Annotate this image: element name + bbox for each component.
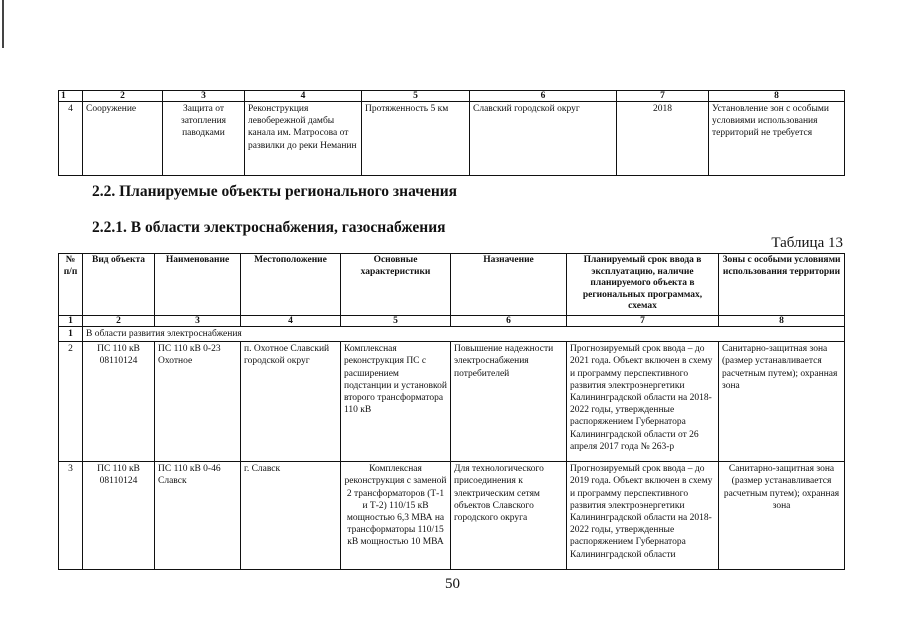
page-number: 50 <box>445 576 460 592</box>
cell: Санитарно-защитная зона (размер устанавливается расчетным путем); охранная зона <box>719 342 845 462</box>
col-num: 8 <box>719 316 845 327</box>
cell: Комплексная реконструкция с заменой 2 трансформаторов (Т-1 и Т-2) 110/15 кВ мощностью 6,3 МВА на трансформаторы 110/15 кВ мощностью 10 МВА <box>341 462 451 570</box>
col-num: 1 <box>59 316 83 327</box>
cell: Реконструкция левобережной дамбы канала им. Матросова от развилки до реки Неманин <box>245 102 362 176</box>
header-cell: № п/п <box>59 254 83 316</box>
header-cell: Назначение <box>451 254 567 316</box>
cell: Для технологического присоединения к электрическим сетям объектов Славского городского округа <box>451 462 567 570</box>
col-num: 2 <box>83 316 155 327</box>
header-cell: Вид объекта <box>83 254 155 316</box>
col-num: 4 <box>245 91 362 102</box>
col-num: 3 <box>163 91 245 102</box>
header-cell: Местоположение <box>241 254 341 316</box>
cell: Комплексная реконструкция ПС с расширением подстанции и установкой второго трансформатора 110 кВ <box>341 342 451 462</box>
section-heading: 2.2. Планируемые объекты регионального значения <box>92 183 458 200</box>
header-cell: Основные характеристики <box>341 254 451 316</box>
cell: Повышение надежности электроснабжения потребителей <box>451 342 567 462</box>
cell: Славский городской округ <box>470 102 617 176</box>
col-num: 7 <box>567 316 719 327</box>
column-number-row <box>59 316 845 327</box>
table-previous <box>58 90 845 176</box>
table-label: Таблица 13 <box>771 235 843 251</box>
col-num: 5 <box>362 91 470 102</box>
col-num: 6 <box>470 91 617 102</box>
header-cell: Зоны с особыми условиями использования территории <box>719 254 845 316</box>
col-num: 7 <box>617 91 709 102</box>
cell: 4 <box>59 102 83 176</box>
cell: ПС 110 кВ 08110124 <box>83 342 155 462</box>
col-num: 8 <box>709 91 845 102</box>
cell: ПС 110 кВ 08110124 <box>83 462 155 570</box>
cell: 2 <box>59 342 83 462</box>
header-cell: Наименование <box>155 254 241 316</box>
col-num: 4 <box>241 316 341 327</box>
cell: Установление зон с особыми условиями использования территорий не требуется <box>709 102 845 176</box>
cell: Сооружение <box>83 102 163 176</box>
cell: ПС 110 кВ 0-46 Славск <box>155 462 241 570</box>
section-row <box>59 327 845 342</box>
table-row <box>59 462 845 570</box>
cell: Протяженность 5 км <box>362 102 470 176</box>
table-row <box>59 102 845 176</box>
col-num: 2 <box>83 91 163 102</box>
header-row <box>59 254 845 316</box>
subsection-heading: 2.2.1. В области электроснабжения, газоснабжения <box>92 219 446 236</box>
column-number-row <box>59 91 845 102</box>
section-label: В области развития электроснабжения <box>83 327 845 342</box>
col-num: 5 <box>341 316 451 327</box>
cell: г. Славск <box>241 462 341 570</box>
cell: ПС 110 кВ 0-23 Охотное <box>155 342 241 462</box>
col-num: 6 <box>451 316 567 327</box>
cell: 2018 <box>617 102 709 176</box>
col-num: 1 <box>59 91 83 102</box>
cell: п. Охотное Славский городской округ <box>241 342 341 462</box>
header-cell: Планируемый срок ввода в эксплуатацию, наличие планируемого объекта в региональных программах, схемах <box>567 254 719 316</box>
cell: 3 <box>59 462 83 570</box>
margin-line <box>2 0 4 48</box>
section-num: 1 <box>59 327 83 342</box>
col-num: 3 <box>155 316 241 327</box>
cell: Защита от затопления паводками <box>163 102 245 176</box>
table-13 <box>58 253 845 570</box>
cell: Прогнозируемый срок ввода – до 2019 года. Объект включен в схему и программу перспективного развития электроэнергетики Калининградской области на 2018-2022 годы, утвержденные распоряжением Губернатора Калининградской области <box>567 462 719 570</box>
table-row <box>59 342 845 462</box>
cell: Прогнозируемый срок ввода – до 2021 года. Объект включен в схему и программу перспективного развития электроэнергетики Калининградской области на 2018-2022 годы, утвержденные распоряжением Губернатора Калининградской области от 26 апреля 2017 года № 263-р <box>567 342 719 462</box>
cell: Санитарно-защитная зона (размер устанавливается расчетным путем); охранная зона <box>719 462 845 570</box>
